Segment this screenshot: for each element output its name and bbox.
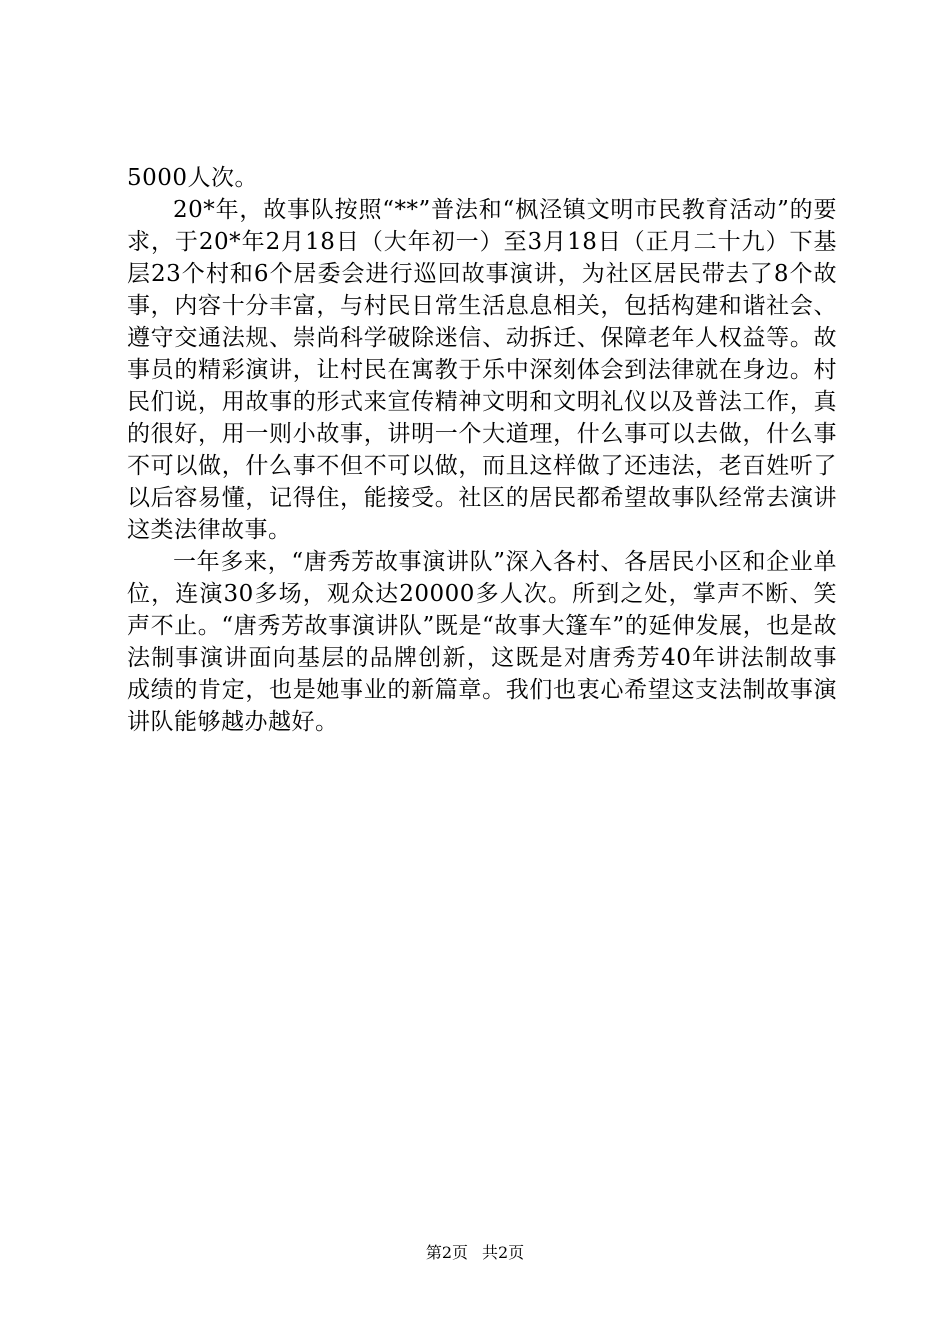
page-footer — [0, 1243, 950, 1263]
paragraph-storytelling-tour: 20*年，故事队按照“**”普法和“枫泾镇文明市民教育活动”的要求，于20*年2月18日（大年初一）至3月18日（正月二十九）下基层23个村和6个居委会进行巡回故事演讲，为社区居民带去了8个故事，内容十分丰富，与村民日常生活息息相关，包括构建和谐社会、遵守交通法规、崇尚科学破除迷信、动拆迁、保障老年人权益等。故事员的精彩演讲，让村民在寓教于乐中深刻体会到法律就在身边。村民们说，用故事的形式来宣传精神文明和文明礼仪以及普法工作，真的很好，用一则小故事，讲明一个大道理，什么事可以去做，什么事不可以做，什么事不但不可以做，而且这样做了还违法，老百姓听了以后容易懂，记得住，能接受。社区的居民都希望故事队经常去演讲这类法律故事。 — [127, 197, 837, 543]
paragraph-team-summary: 一年多来，“唐秀芳故事演讲队”深入各村、各居民小区和企业单位，连演30多场，观众达20000多人次。所到之处，掌声不断、笑声不止。“唐秀芳故事演讲队”既是“故事大篷车”的延伸发展，也是故法制事演讲面向基层的品牌创新，这既是对唐秀芳40年讲法制故事成绩的肯定，也是她事业的新篇章。我们也衷心希望这支法制故事演讲队能够越办越好。 — [127, 549, 837, 735]
page-total: 共2页 — [482, 1243, 525, 1262]
paragraph-continuation: 5000人次。 — [127, 165, 259, 191]
document-body — [127, 162, 837, 738]
page-number: 第2页 — [425, 1243, 468, 1262]
